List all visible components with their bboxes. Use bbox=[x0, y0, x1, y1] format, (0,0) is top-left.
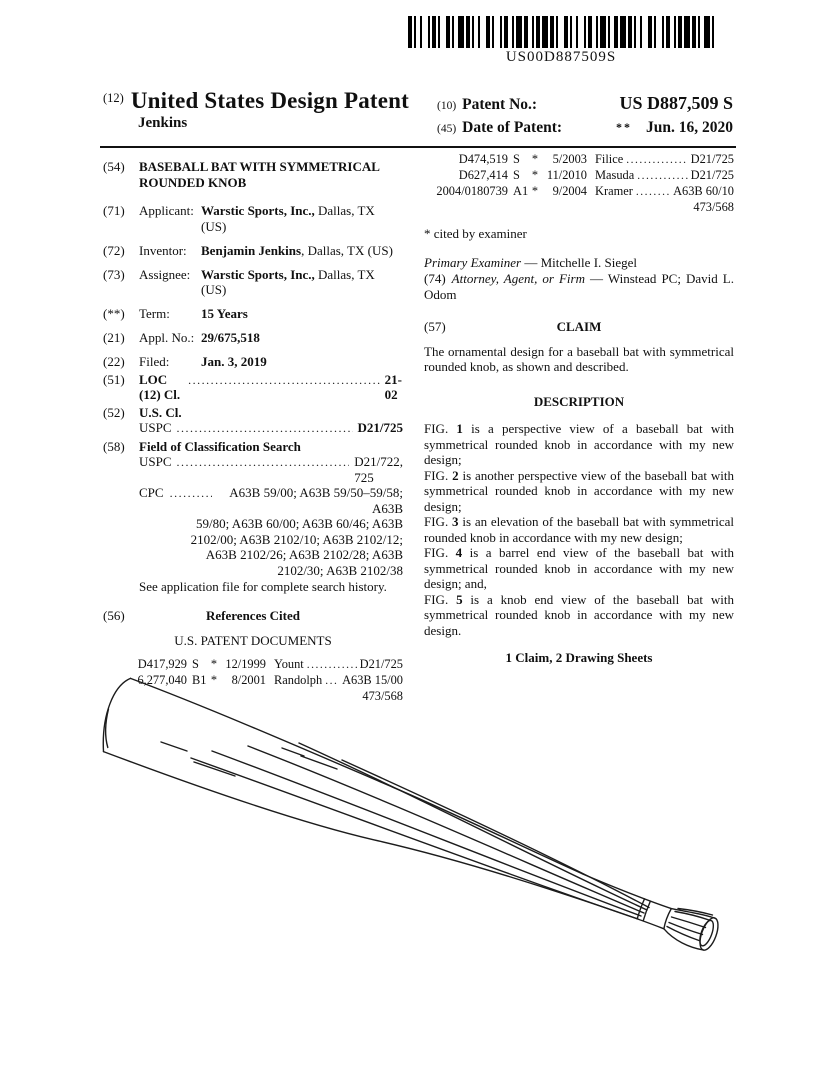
applicant-row bbox=[103, 203, 403, 234]
us-patent-documents-heading: U.S. PATENT DOCUMENTS bbox=[174, 632, 332, 648]
shading-dash bbox=[194, 762, 235, 776]
knob-shading-line bbox=[678, 909, 713, 916]
header-left bbox=[103, 88, 443, 132]
assignee-row bbox=[103, 267, 403, 298]
term-extension-stars: ** bbox=[616, 120, 632, 134]
bat-bottom-edge bbox=[104, 752, 704, 950]
search-cpc-label: CPC bbox=[139, 485, 164, 500]
reference-rs: * bbox=[531, 152, 539, 166]
attorney-line: (74) Attorney, Agent, or Firm — Winstead PC; David L. Odom bbox=[424, 271, 734, 302]
assignee-value: Warstic Sports, Inc., Dallas, TX (US) bbox=[201, 266, 375, 297]
reference-class: D21/725 bbox=[690, 168, 734, 182]
reference-class: A63B 15/00 bbox=[342, 673, 403, 687]
search-cpc-continuation-line: 2102/30; A63B 2102/38 bbox=[277, 562, 403, 578]
contour-line bbox=[212, 751, 641, 916]
reference-rd: 9/2004 bbox=[552, 184, 587, 198]
patent-date-value: Jun. 16, 2020 bbox=[646, 119, 733, 136]
fig-description: FIG. 2 is another perspective view of the baseball bat with symmetrical rounded knob in accordance with my new design; bbox=[424, 467, 734, 514]
dot-leader bbox=[636, 184, 670, 200]
reference-rs: * bbox=[210, 657, 218, 671]
us-patent-reference-row bbox=[424, 168, 734, 184]
us-class-uspc-row bbox=[139, 420, 403, 437]
patent-date-row bbox=[437, 117, 733, 140]
search-cpc-row bbox=[139, 485, 403, 516]
fig-description: FIG. 3 is an elevation of the baseball bat with symmetrical rounded knob in accordance with my new design; bbox=[424, 514, 734, 545]
inid-code-71: (71) bbox=[103, 203, 125, 218]
application-number-row bbox=[103, 330, 403, 346]
inventor-value: Benjamin Jenkins, Dallas, TX (US) bbox=[201, 242, 393, 258]
document-title: United States Design Patent bbox=[130, 88, 410, 113]
handle-ring-line bbox=[643, 901, 650, 921]
inid-code-56: (56) bbox=[103, 608, 125, 623]
reference-rn: D417,929 bbox=[137, 657, 187, 671]
right-column bbox=[424, 152, 734, 666]
reference-rs: * bbox=[531, 184, 539, 198]
invention-title-section bbox=[103, 159, 403, 190]
assignee-label: Assignee: bbox=[139, 266, 191, 282]
reference-rk: S bbox=[513, 168, 520, 182]
reference-rname: Masuda bbox=[595, 168, 635, 182]
reference-class-continued: 473/568 bbox=[693, 200, 734, 214]
dot-leader bbox=[177, 454, 350, 471]
references-heading: References Cited bbox=[206, 608, 300, 623]
reference-rname: Kramer bbox=[595, 184, 633, 198]
dot-leader bbox=[188, 372, 379, 389]
term-value: 15 Years bbox=[201, 306, 248, 321]
dot-leader bbox=[637, 168, 687, 184]
cited-by-examiner-note: * cited by examiner bbox=[424, 226, 527, 241]
field-of-search-label: Field of Classification Search bbox=[139, 438, 301, 454]
loc-classification-row bbox=[103, 372, 403, 403]
uspc-label: USPC bbox=[139, 420, 172, 435]
reference-class-continued: 473/568 bbox=[362, 689, 403, 703]
inid-code-21: (21) bbox=[103, 330, 125, 345]
contour-line bbox=[299, 743, 647, 910]
dot-leader bbox=[177, 420, 353, 437]
inid-code-58: (58) bbox=[103, 438, 125, 454]
us-patent-reference-continuation bbox=[424, 200, 734, 215]
search-uspc-value: D21/722, 725 bbox=[354, 454, 403, 485]
attorney-label: Attorney, Agent, or Firm bbox=[451, 271, 585, 286]
shading-dash bbox=[282, 748, 304, 756]
applicant-value: Warstic Sports, Inc., Dallas, TX (US) bbox=[201, 203, 375, 234]
reference-rk: S bbox=[192, 657, 199, 671]
claim-heading-row bbox=[424, 319, 734, 335]
fig-description: FIG. 1 is a perspective view of a baseball bat with symmetrical rounded knob in accordance with my new design; bbox=[424, 421, 734, 467]
patent-number-value: US D887,509 S bbox=[619, 93, 733, 113]
reference-rname: Randolph bbox=[274, 673, 323, 687]
header-divider bbox=[100, 146, 736, 148]
reference-rs: * bbox=[210, 673, 218, 687]
inventor-row bbox=[103, 243, 403, 259]
field-of-search-row bbox=[103, 439, 403, 455]
reference-rname: Filice bbox=[595, 152, 624, 166]
patent-date-label: Date of Patent: bbox=[462, 119, 563, 136]
search-cpc-continuation-line: 2102/00; A63B 2102/10; A63B 2102/12; bbox=[190, 531, 403, 547]
inid-code-45: (45) bbox=[437, 123, 457, 135]
inid-code-52: (52) bbox=[103, 404, 125, 420]
inid-code-12: (12) bbox=[103, 91, 124, 105]
patent-number-label: Patent No.: bbox=[462, 96, 538, 113]
search-cpc-value: A63B 59/00; A63B 59/50–59/58; A63B bbox=[229, 485, 403, 516]
search-history-note: See application file for complete search history. bbox=[139, 578, 387, 594]
uspc-value: D21/725 bbox=[357, 420, 403, 435]
inid-code-73: (73) bbox=[103, 266, 125, 282]
term-row bbox=[103, 306, 403, 322]
bat-drawing-svg bbox=[95, 652, 740, 982]
us-patent-reference-row bbox=[424, 184, 734, 200]
filed-value: Jan. 3, 2019 bbox=[201, 354, 267, 369]
barcode-text: US00D887509S bbox=[505, 49, 617, 65]
reference-rd: 12/1999 bbox=[225, 657, 266, 671]
knob-neck-crease bbox=[664, 909, 671, 929]
inventor-surname: Jenkins bbox=[138, 115, 188, 131]
claim-text: The ornamental design for a baseball bat with symmetrical rounded knob, as shown and described. bbox=[424, 343, 734, 374]
dot-leader bbox=[170, 485, 212, 502]
inid-code-10: (10) bbox=[437, 100, 457, 112]
us-class-row bbox=[103, 405, 403, 421]
reference-class: D21/725 bbox=[690, 152, 734, 166]
reference-class: A63B 60/10 bbox=[673, 184, 734, 198]
loc-class-value: 21-02 bbox=[384, 371, 402, 402]
reference-rn: D474,519 bbox=[458, 152, 508, 166]
barcode bbox=[408, 16, 714, 48]
reference-rs: * bbox=[531, 168, 539, 182]
shading-dash bbox=[161, 742, 187, 751]
dot-leader bbox=[626, 152, 687, 168]
inid-code-term: (**) bbox=[103, 306, 125, 321]
inid-code-54: (54) bbox=[103, 159, 125, 174]
applicant-label: Applicant: bbox=[139, 203, 194, 218]
figure-descriptions bbox=[424, 421, 734, 638]
fig-description: FIG. 4 is a barrel end view of the baseball bat with symmetrical rounded knob in accordance with my new design; and, bbox=[424, 545, 734, 591]
left-column bbox=[103, 159, 403, 704]
claim-heading: CLAIM bbox=[556, 319, 602, 334]
barcode-block bbox=[408, 16, 714, 66]
reference-rd: 5/2003 bbox=[552, 152, 587, 166]
search-uspc-label: USPC bbox=[139, 454, 172, 469]
loc-class-label: LOC (12) Cl. bbox=[139, 371, 181, 402]
fig-description: FIG. 5 is a knob end view of the baseball bat with symmetrical rounded knob in accordance with my new design. bbox=[424, 591, 734, 638]
reference-rk: B1 bbox=[192, 673, 207, 687]
us-class-label: U.S. Cl. bbox=[139, 404, 182, 420]
bat-top-edge bbox=[131, 678, 715, 918]
inid-code-57: (57) bbox=[424, 319, 446, 334]
reference-rk: S bbox=[513, 152, 520, 166]
patent-number-row bbox=[437, 92, 733, 117]
reference-rd: 11/2010 bbox=[546, 168, 587, 182]
inventor-label: Inventor: bbox=[139, 242, 187, 258]
inid-code-22: (22) bbox=[103, 354, 125, 369]
drawing-sheets-note: 1 Claim, 2 Drawing Sheets bbox=[505, 650, 653, 665]
inid-code-74: (74) bbox=[424, 271, 446, 286]
reference-rd: 8/2001 bbox=[231, 673, 266, 687]
references-heading-row bbox=[103, 608, 403, 624]
application-number-value: 29/675,518 bbox=[201, 330, 260, 345]
primary-examiner-line: Primary Examiner — Mitchelle I. Siegel bbox=[424, 254, 638, 270]
reference-rk: A1 bbox=[513, 184, 529, 198]
contour-line bbox=[191, 758, 638, 919]
search-cpc-continuation-line: 59/80; A63B 60/00; A63B 60/46; A63B bbox=[196, 516, 403, 531]
inid-code-72: (72) bbox=[103, 242, 125, 258]
reference-rn: D627,414 bbox=[458, 168, 508, 182]
reference-class: D21/725 bbox=[359, 657, 403, 671]
reference-rn: 2004/0180739 bbox=[436, 184, 508, 198]
search-cpc-continuation bbox=[103, 516, 403, 578]
term-label: Term: bbox=[139, 306, 170, 321]
search-cpc-continuation-line: A63B 2102/26; A63B 2102/28; A63B bbox=[205, 547, 403, 562]
inid-code-51: (51) bbox=[103, 371, 125, 387]
reference-rname: Yount bbox=[274, 657, 304, 671]
invention-title: BASEBALL BAT WITH SYMMETRICAL ROUNDED KNOB bbox=[139, 159, 380, 190]
reference-rn: 6,277,040 bbox=[137, 673, 187, 687]
filed-label: Filed: bbox=[139, 354, 170, 369]
primary-examiner-label: Primary Examiner bbox=[424, 254, 522, 270]
primary-examiner-value: Mitchelle I. Siegel bbox=[540, 254, 638, 270]
search-uspc-row bbox=[139, 454, 403, 485]
description-heading: DESCRIPTION bbox=[533, 393, 625, 409]
filed-row bbox=[103, 354, 403, 370]
bat-figure bbox=[95, 652, 740, 982]
application-number-label: Appl. No.: bbox=[139, 330, 195, 345]
us-patent-reference-row bbox=[424, 152, 734, 168]
contour-line bbox=[248, 746, 644, 913]
attorney-value: Winstead PC; David L. Odom bbox=[424, 271, 734, 302]
references-table-right bbox=[424, 152, 734, 215]
header-right bbox=[437, 92, 733, 140]
